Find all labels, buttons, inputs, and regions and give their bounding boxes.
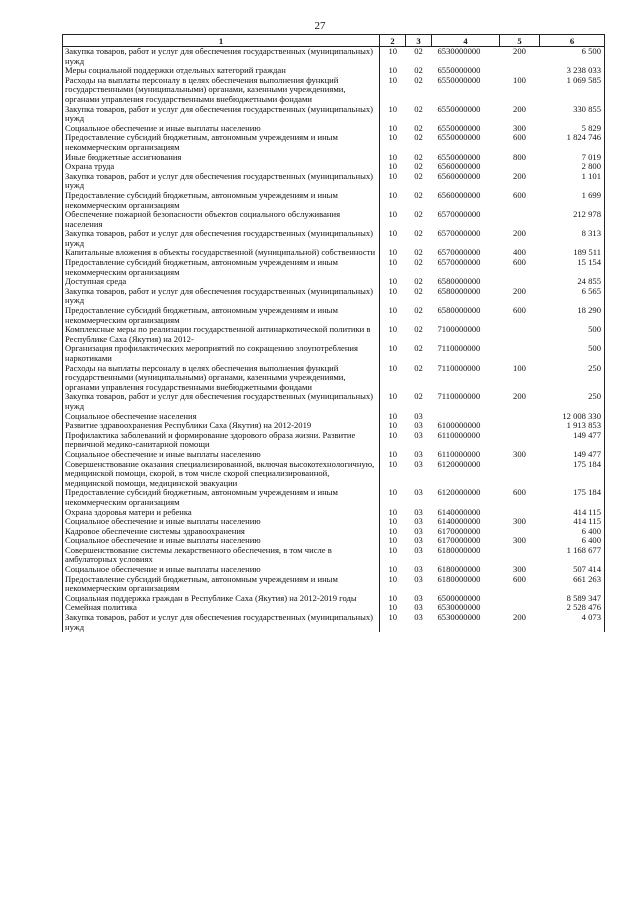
table-row [63,172,605,191]
row-subsection: 02 [414,228,423,239]
row-target-code: 6550000000 [437,122,481,133]
row-subsection: 02 [414,305,423,316]
row-amount: 175 184 [540,488,605,507]
row-amount: 212 978 [540,210,605,229]
row-expense-type: 200 [513,228,526,239]
row-target-code: 6570000000 [437,209,481,220]
row-name: Совершенствование системы лекарственного обеспечения, в том числе в амбулаторных условиях [63,546,380,565]
header-col-6: 6 [540,35,605,47]
row-target-code: 6530000000 [437,602,481,613]
row-expense-type: 300 [513,535,526,546]
row-name: Охрана здоровья матери и ребенка [63,508,380,518]
table-row [63,460,605,489]
table-row [63,594,605,604]
row-name: Предоставление субсидий бюджетным, автономным учреждениям и иным некоммерческим организациям [63,258,380,277]
row-expense-type: 100 [513,74,526,85]
row-subsection: 03 [414,448,423,459]
row-expense-type: 100 [513,362,526,373]
row-name: Предоставление субсидий бюджетным, автономным учреждениям и иным некоммерческим организациям [63,133,380,152]
row-section: 10 [388,257,398,268]
row-target-code: 6560000000 [437,161,481,172]
row-expense-type [500,325,540,344]
row-name: Социальное обеспечение населения [63,412,380,422]
row-target-code: 7110000000 [437,362,481,373]
row-section: 10 [388,343,398,354]
row-section: 10 [388,506,398,517]
row-section: 10 [388,362,398,373]
row-target-code: 6550000000 [437,74,481,85]
row-amount: 18 290 [540,306,605,325]
row-section: 10 [388,170,398,181]
row-amount: 149 477 [540,450,605,460]
row-target-code: 6530000000 [437,46,481,56]
table-row [63,613,605,632]
row-expense-type: 600 [513,305,526,316]
row-section: 10 [388,122,398,133]
row-subsection: 03 [414,420,423,431]
row-expense-type: 200 [513,46,526,56]
row-name: Закупка товаров, работ и услуг для обеспечения государственных (муниципальных) нужд [63,47,380,67]
row-target-code: 6180000000 [437,573,481,584]
row-amount: 500 [540,325,605,344]
row-name: Закупка товаров, работ и услуг для обеспечения государственных (муниципальных) нужд [63,229,380,248]
row-subsection: 03 [414,544,423,555]
row-name: Предоставление субсидий бюджетным, автономным учреждениям и иным некоммерческим организациям [63,306,380,325]
row-target-code: 6550000000 [437,132,481,143]
row-subsection: 03 [414,506,423,517]
row-subsection: 02 [414,46,423,56]
row-expense-type: 600 [513,573,526,584]
row-expense-type: 200 [513,170,526,181]
row-name: Кадровое обеспечение системы здравоохранения [63,527,380,537]
row-expense-type: 400 [513,247,526,258]
row-section: 10 [388,564,398,575]
row-subsection: 02 [414,343,423,354]
row-section: 10 [388,448,398,459]
row-subsection: 03 [414,602,423,613]
row-expense-type [500,431,540,450]
row-amount: 2 528 476 [540,603,605,613]
row-name: Закупка товаров, работ и услуг для обеспечения государственных (муниципальных) нужд [63,287,380,306]
row-target-code: 6180000000 [437,564,481,575]
row-amount: 7 019 [540,153,605,163]
row-section: 10 [388,458,398,469]
row-expense-type [500,594,540,604]
row-target-code: 6550000000 [437,103,481,114]
row-name: Расходы на выплаты персоналу в целях обеспечения выполнения функций государственными (муниципальными) органами, казенными учреждениями, органами управления государственными внебюджетными фондами [63,76,380,105]
row-expense-type [500,344,540,363]
row-target-code: 6170000000 [437,525,481,536]
row-subsection: 02 [414,103,423,114]
row-name: Предоставление субсидий бюджетным, автономным учреждениям и иным некоммерческим организациям [63,575,380,594]
row-section: 10 [388,324,398,335]
row-target-code: 7110000000 [437,391,481,402]
header-col-2: 2 [380,35,406,47]
row-amount: 1 101 [540,172,605,191]
row-target-code: 6530000000 [437,612,481,623]
row-section: 10 [388,573,398,584]
row-target-code: 6580000000 [437,285,481,296]
table-row [63,392,605,411]
row-amount: 3 238 033 [540,66,605,76]
row-expense-type: 200 [513,103,526,114]
table-row [63,153,605,163]
row-amount: 1 824 746 [540,133,605,152]
row-target-code: 6140000000 [437,506,481,517]
table-row [63,306,605,325]
row-subsection: 02 [414,324,423,335]
row-amount: 149 477 [540,431,605,450]
row-expense-type: 300 [513,516,526,527]
row-amount: 661 263 [540,575,605,594]
row-section: 10 [388,247,398,258]
table-row [63,258,605,277]
row-subsection: 03 [414,429,423,440]
row-section: 10 [388,209,398,220]
table-row [63,546,605,565]
row-expense-type: 300 [513,448,526,459]
row-name: Закупка товаров, работ и услуг для обеспечения государственных (муниципальных) нужд [63,172,380,191]
row-expense-type [500,460,540,489]
row-target-code: 6110000000 [437,448,481,459]
row-section: 10 [388,228,398,239]
row-target-code: 6570000000 [437,247,481,258]
row-subsection: 02 [414,132,423,143]
row-amount: 1 168 677 [540,546,605,565]
row-subsection: 03 [414,573,423,584]
row-expense-type [500,546,540,565]
row-subsection: 02 [414,122,423,133]
row-subsection: 03 [414,487,423,498]
row-subsection: 02 [414,161,423,172]
row-section: 10 [388,602,398,613]
row-amount: 1 699 [540,191,605,210]
row-subsection: 03 [414,535,423,546]
row-target-code: 6580000000 [437,276,481,287]
row-name: Предоставление субсидий бюджетным, автономным учреждениям и иным некоммерческим организациям [63,191,380,210]
row-amount: 12 008 330 [540,412,605,422]
row-section: 10 [388,46,398,56]
row-section: 10 [388,132,398,143]
header-col-5: 5 [500,35,540,47]
row-name: Закупка товаров, работ и услуг для обеспечения государственных (муниципальных) нужд [63,105,380,124]
row-name: Организация профилактических мероприятий по сокращению злоупотребления наркотиками [63,344,380,363]
row-expense-type: 300 [513,564,526,575]
table-row [63,287,605,306]
table-row [63,431,605,450]
row-amount: 8 313 [540,229,605,248]
row-section: 10 [388,429,398,440]
table-row [63,76,605,105]
row-name: Доступная среда [63,277,380,287]
row-subsection: 02 [414,65,423,76]
row-amount: 6 565 [540,287,605,306]
row-amount: 250 [540,392,605,411]
table-row [63,191,605,210]
row-name: Семейная политика [63,603,380,613]
row-subsection: 02 [414,189,423,200]
row-target-code: 6550000000 [437,151,481,162]
row-target-code: 6100000000 [437,420,481,431]
row-name: Обеспечение пожарной безопасности объектов социального обслуживания населения [63,210,380,229]
page-number: 27 [314,20,326,32]
row-target-code: 6580000000 [437,305,481,316]
row-target-code: 6120000000 [437,487,481,498]
row-subsection: 02 [414,170,423,181]
header-row [63,35,605,47]
row-amount: 5 829 [540,124,605,134]
row-amount: 414 115 [540,517,605,527]
row-target-code: 6560000000 [437,189,481,200]
row-expense-type: 600 [513,132,526,143]
row-section: 10 [388,410,398,421]
row-expense-type [500,210,540,229]
row-name: Социальное обеспечение и иные выплаты населению [63,565,380,575]
row-subsection: 02 [414,391,423,402]
header-col-4: 4 [432,35,500,47]
row-subsection: 02 [414,257,423,268]
table-row [63,210,605,229]
row-expense-type: 800 [513,151,526,162]
row-expense-type [500,412,540,422]
row-amount: 8 589 347 [540,594,605,604]
table-row [63,488,605,507]
row-name: Социальное обеспечение и иные выплаты населению [63,450,380,460]
row-section: 10 [388,592,398,603]
budget-table [62,34,605,632]
row-target-code: 6570000000 [437,228,481,239]
row-section: 10 [388,391,398,402]
header-col-3: 3 [406,35,432,47]
row-name: Закупка товаров, работ и услуг для обеспечения государственных (муниципальных) нужд [63,392,380,411]
row-name: Комплексные меры по реализации государственной антинаркотической политики в Республике Саха (Якутия) на 2012- [63,325,380,344]
row-target-code: 6170000000 [437,535,481,546]
row-name: Профилактика заболеваний и формирование здорового образа жизни. Развитие первичной медико-санитарной помощи [63,431,380,450]
row-section: 10 [388,305,398,316]
row-amount: 6 400 [540,536,605,546]
header-col-1: 1 [63,35,380,47]
row-subsection: 03 [414,612,423,623]
row-name: Капитальные вложения в объекты государственной (муниципальной) собственности [63,248,380,258]
row-section: 10 [388,544,398,555]
row-subsection: 03 [414,592,423,603]
row-target-code: 7100000000 [437,324,481,335]
row-amount: 1 913 853 [540,421,605,431]
row-target-code: 6570000000 [437,257,481,268]
row-subsection: 02 [414,362,423,373]
row-section: 10 [388,285,398,296]
table-row [63,229,605,248]
row-subsection: 02 [414,276,423,287]
row-expense-type [500,421,540,431]
row-target-code: 6560000000 [437,170,481,181]
row-target-code: 6110000000 [437,429,481,440]
row-subsection: 03 [414,564,423,575]
row-name: Социальное обеспечение и иные выплаты населению [63,124,380,134]
row-amount: 4 073 [540,613,605,632]
row-amount: 6 500 [540,47,605,67]
row-amount: 6 400 [540,527,605,537]
table-row [63,575,605,594]
row-section: 10 [388,65,398,76]
row-subsection: 03 [414,516,423,527]
row-amount: 24 855 [540,277,605,287]
row-amount: 15 154 [540,258,605,277]
row-section: 10 [388,74,398,85]
row-section: 10 [388,103,398,114]
row-target-code: 6120000000 [437,458,481,469]
row-target-code: 7110000000 [437,343,481,354]
row-name: Социальное обеспечение и иные выплаты населению [63,517,380,527]
row-target-code: 6500000000 [437,592,481,603]
row-amount: 2 800 [540,162,605,172]
row-section: 10 [388,535,398,546]
row-target-code: 6140000000 [437,516,481,527]
row-expense-type: 600 [513,189,526,200]
row-amount: 414 115 [540,508,605,518]
row-amount: 507 414 [540,565,605,575]
row-section: 10 [388,516,398,527]
table-row [63,105,605,124]
row-expense-type: 200 [513,612,526,623]
row-expense-type: 200 [513,391,526,402]
row-section: 10 [388,612,398,623]
row-subsection: 02 [414,74,423,85]
row-amount: 330 855 [540,105,605,124]
row-amount: 189 511 [540,248,605,258]
row-amount: 250 [540,364,605,393]
row-subsection: 02 [414,209,423,220]
row-name: Социальное обеспечение и иные выплаты населению [63,536,380,546]
row-name: Расходы на выплаты персоналу в целях обеспечения выполнения функций государственными (муниципальными) органами, казенными учреждениями, органами управления государственными внебюджетными фондами [63,364,380,393]
row-amount: 1 069 585 [540,76,605,105]
row-target-code: 6180000000 [437,544,481,555]
table-row [63,364,605,393]
row-expense-type: 600 [513,487,526,498]
row-amount: 175 184 [540,460,605,489]
table-row [63,325,605,344]
row-name: Предоставление субсидий бюджетным, автономным учреждениям и иным некоммерческим организациям [63,488,380,507]
row-name: Меры социальной поддержки отдельных категорий граждан [63,66,380,76]
row-section: 10 [388,276,398,287]
row-expense-type: 600 [513,257,526,268]
row-section: 10 [388,420,398,431]
row-expense-type: 200 [513,285,526,296]
row-expense-type: 300 [513,122,526,133]
row-subsection: 02 [414,247,423,258]
row-name: Совершенствование оказания специализированной, включая высокотехнологичную, медицинской помощи, скорой, в том числе скорой специализированной, медицинской помощи, медицинской эвакуации [63,460,380,489]
row-subsection: 02 [414,285,423,296]
row-name: Социальная поддержка граждан в Республике Саха (Якутия) на 2012-2019 годы [63,594,380,604]
row-target-code: 6550000000 [437,65,481,76]
row-section: 10 [388,525,398,536]
row-subsection: 02 [414,151,423,162]
row-name: Закупка товаров, работ и услуг для обеспечения государственных (муниципальных) нужд [63,613,380,632]
row-subsection: 03 [414,525,423,536]
row-amount: 500 [540,344,605,363]
row-section: 10 [388,151,398,162]
row-section: 10 [388,189,398,200]
table-row [63,344,605,363]
row-name: Развитие здравоохранения Республики Саха (Якутия) на 2012-2019 [63,421,380,431]
row-name: Иные бюджетные ассигнования [63,153,380,163]
table-row [63,47,605,67]
table-row [63,133,605,152]
row-subsection: 03 [414,410,423,421]
row-subsection: 03 [414,458,423,469]
row-name: Охрана труда [63,162,380,172]
row-section: 10 [388,161,398,172]
row-section: 10 [388,487,398,498]
